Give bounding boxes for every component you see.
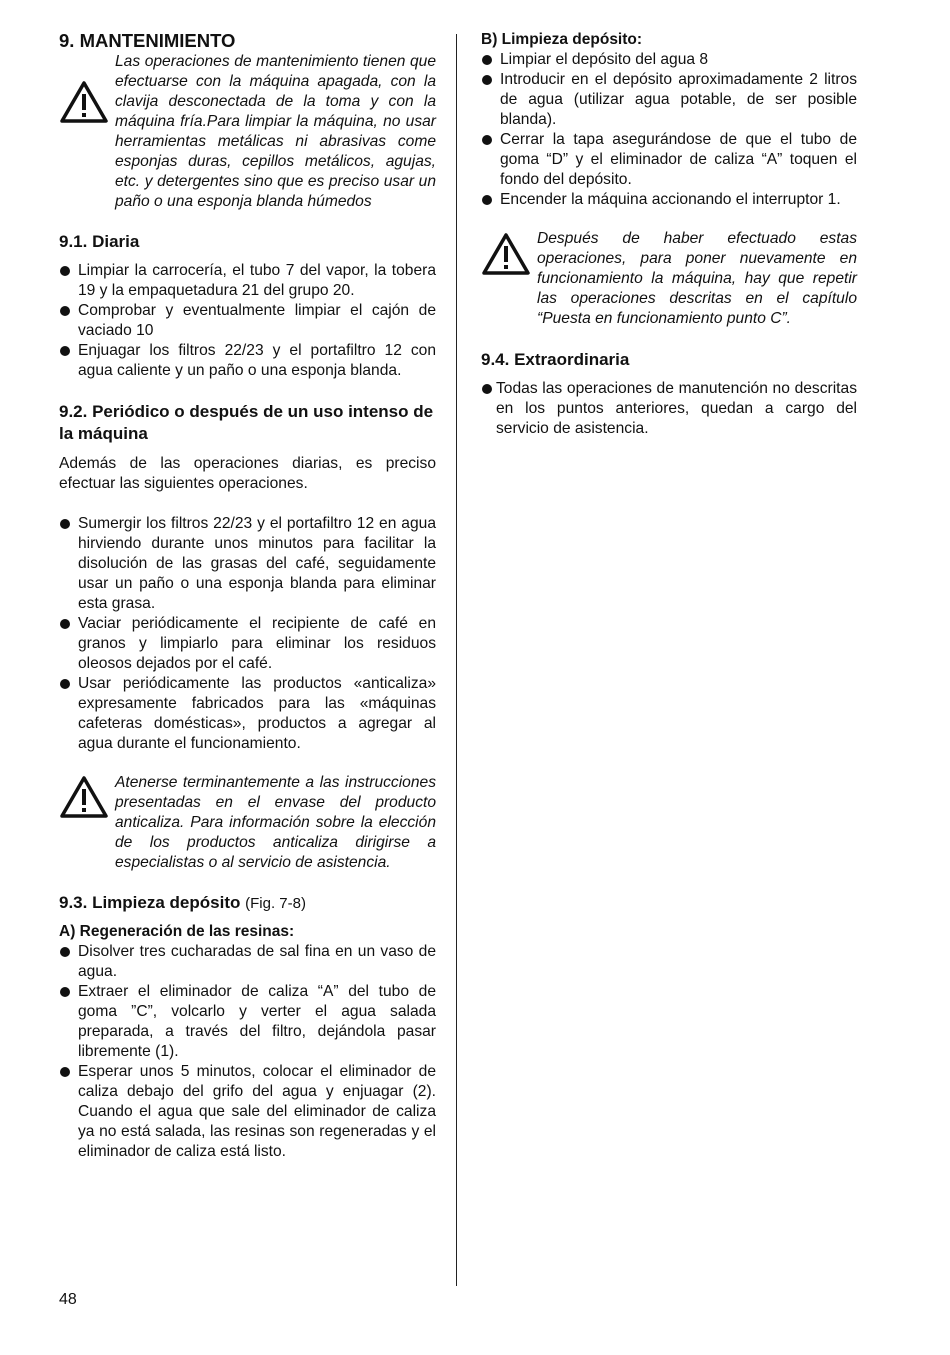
- warning-text-anticaliza: Atenerse terminantemente a las instrucciones presentadas en el envase del producto anticaliza. Para información sobre la elección de los productos anticaliza dirigirse a especialistas o al servicio de asistencia.: [115, 774, 436, 871]
- warning-block-maintenance: [59, 52, 436, 212]
- subsection-b-title: B) Limpieza depósito:: [481, 31, 643, 48]
- column-divider: [456, 34, 457, 1286]
- list-item: Comprobar y eventualmente limpiar el cajón de vaciado 10: [59, 301, 436, 341]
- left-column: [59, 30, 436, 1162]
- warning-block-restart: [481, 229, 857, 329]
- warning-text-maintenance: Las operaciones de mantenimiento tienen que efectuarse con la máquina apagada, con la clavija desconectada de la toma y con la máquina fría.Para limpiar la máquina, no usar herramientas metálicas ni abrasivas come esponjas duras, cepillos metálicos, agujas, etc. y detergentes sino que es preciso usar un paño o una esponja blanda húmedos: [115, 53, 436, 210]
- list-item: Sumergir los filtros 22/23 y el portafiltro 12 en agua hirviendo durante unos minutos para facilitar la disolución de las grasas del café, seguidamente usar un paño o una esponja blanda para eliminar esta grasa.: [59, 514, 436, 614]
- list-item: Esperar unos 5 minutos, colocar el eliminador de caliza debajo del grifo del agua y enjuagar (2). Cuando el agua que sale del eliminador de caliza ya no está salada, las resinas son regeneradas y el eliminador de caliza está listo.: [59, 1062, 436, 1162]
- periodic-list: [59, 514, 436, 754]
- section-9-2-intro: Además de las operaciones diarias, es preciso efectuar las siguientes operaciones.: [59, 455, 436, 492]
- section-9-4-title: 9.4. Extraordinaria: [481, 350, 630, 369]
- extraordinary-list: [481, 379, 857, 439]
- list-item: Introducir en el depósito aproximadamente 2 litros de agua (utilizar agua potable, de ser posible blanda).: [481, 70, 857, 130]
- warning-icon: [481, 232, 531, 276]
- section-9-2-title: 9.2. Periódico o después de un uso intenso de la máquina: [59, 402, 434, 443]
- right-column: [481, 30, 857, 439]
- warning-icon: [59, 775, 109, 819]
- resin-regeneration-list: [59, 942, 436, 1162]
- section-9-3-title: [59, 892, 436, 915]
- list-item: Usar periódicamente las productos «anticaliza» expresamente fabricados para las «máquinas cafeteras domésticas», productos a agregar al agua durante el funcionamiento.: [59, 674, 436, 754]
- list-item: Extraer el eliminador de caliza “A” del tubo de goma ”C”, volcarlo y verter el agua salada preparada, a través del filtro, dejándola pasar libremente (1).: [59, 982, 436, 1062]
- list-item: Encender la máquina accionando el interruptor 1.: [481, 190, 857, 210]
- list-item: Limpiar la carrocería, el tubo 7 del vapor, la tobera 19 y la empaquetadura 21 del grupo 20.: [59, 261, 436, 301]
- list-item: Cerrar la tapa asegurándose de que el tubo de goma “D” y el eliminador de caliza “A” toquen el fondo del depósito.: [481, 130, 857, 190]
- list-item: Enjuagar los filtros 22/23 y el portafiltro 12 con agua caliente y un paño o una esponja blanda.: [59, 341, 436, 381]
- warning-icon: [59, 80, 109, 124]
- subsection-a-title: A) Regeneración de las resinas:: [59, 923, 295, 940]
- daily-list: [59, 261, 436, 381]
- list-item: Disolver tres cucharadas de sal fina en un vaso de agua.: [59, 942, 436, 982]
- warning-text-restart: Después de haber efectuado estas operaciones, para poner nuevamente en funcionamiento la máquina, hay que repetir las operaciones descritas en el capítulo “Puesta en funcionamiento punto C”.: [537, 230, 857, 327]
- section-9-1-title: 9.1. Diaria: [59, 232, 140, 251]
- page-number: 48: [59, 1291, 77, 1308]
- list-item: Vaciar periódicamente el recipiente de café en granos y limpiarlo para eliminar los residuos oleosos dejados por el café.: [59, 614, 436, 674]
- warning-block-anticaliza: [59, 773, 436, 873]
- list-item: Todas las operaciones de manutención no descritas en los puntos anteriores, quedan a cargo del servicio de asistencia.: [481, 379, 857, 439]
- section-9-title: 9. MANTENIMIENTO: [59, 30, 236, 51]
- list-item: Limpiar el depósito del agua 8: [481, 50, 857, 70]
- section-9-3-title-text: 9.3. Limpieza depósito: [59, 893, 241, 912]
- tank-cleaning-list: [481, 50, 857, 210]
- figure-reference: (Fig. 7-8): [245, 895, 306, 912]
